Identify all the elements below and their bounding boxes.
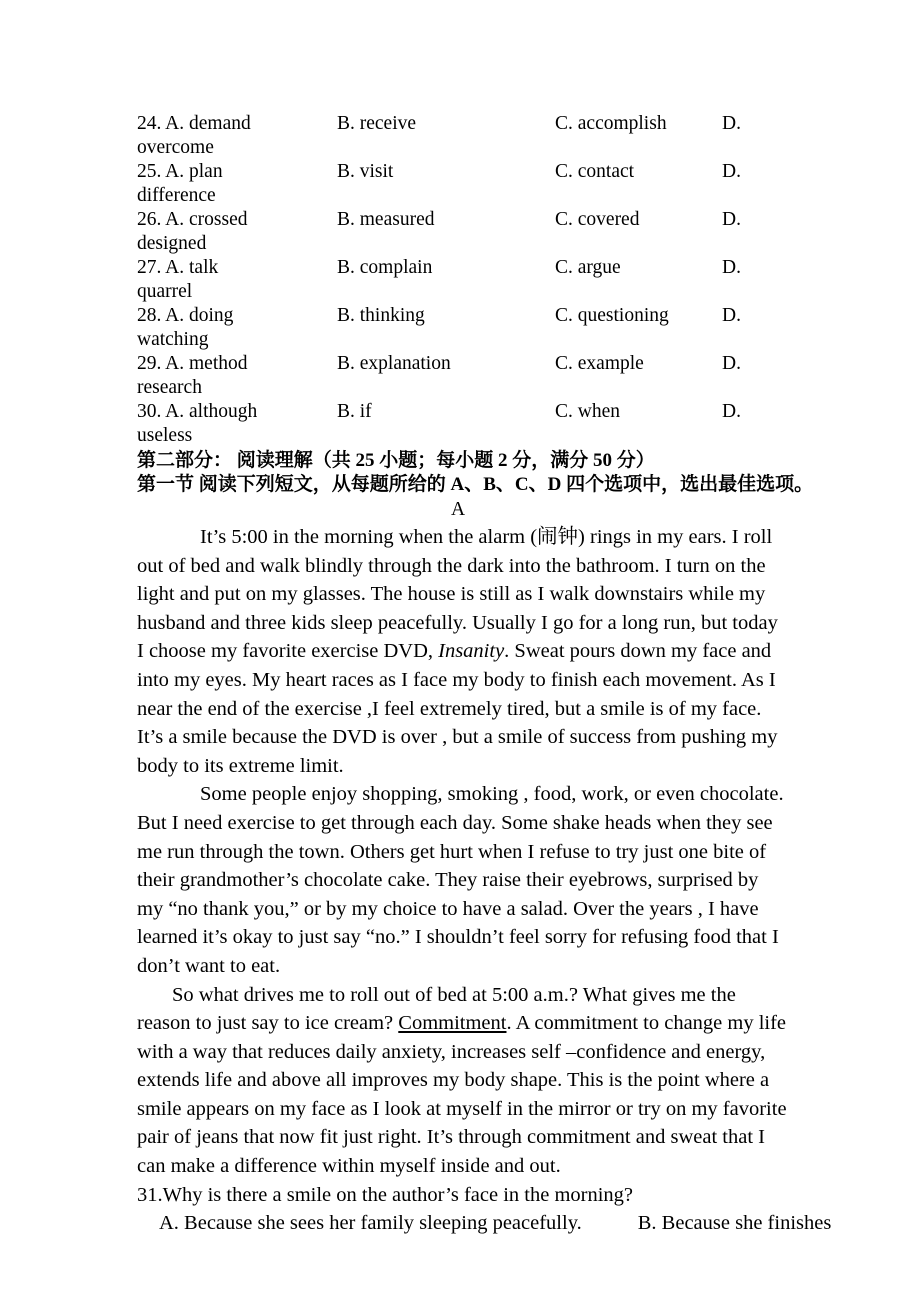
paragraph-1-text-part1: It’s 5:00 in the morning when the alarm (闹钟) rings in my ears. I roll out of bed and walk blindly through the dark into the bathroom. I turn on the light and put on my glasses. The house is still as I walk downstairs while my husband and three kids sleep peacefully. Usually I go for a long run, but today I choose my favorite exercise DVD,	[137, 526, 778, 663]
cloze-row-26	[137, 208, 787, 256]
cloze-option-c: C. questioning	[555, 305, 669, 326]
underlined-word-commitment: Commitment	[398, 1012, 507, 1035]
cloze-option-b: B. explanation	[337, 353, 451, 374]
cloze-row-27	[137, 256, 787, 304]
paragraph-3-text-part1: So what drives me to roll out of bed at 5:00 a.m.? What gives me the reason to just say to ice cream?	[137, 983, 736, 1035]
cloze-option-c: C. accomplish	[555, 113, 667, 134]
cloze-option-b: B. complain	[337, 257, 433, 278]
cloze-options-block	[137, 112, 787, 448]
cloze-option-a: 28. A. doing	[137, 305, 234, 326]
cloze-option-d: D.	[722, 401, 741, 422]
cloze-option-d-wrap: useless	[137, 425, 193, 446]
dvd-title-insanity: Insanity	[438, 640, 505, 663]
cloze-option-a: 25. A. plan	[137, 161, 223, 182]
cloze-option-b: B. if	[337, 401, 372, 422]
cloze-option-d: D.	[722, 209, 741, 230]
cloze-option-a: 27. A. talk	[137, 257, 219, 278]
cloze-option-d-wrap: difference	[137, 185, 216, 206]
question-31-option-a: A. Because she sees her family sleeping peacefully.	[159, 1212, 582, 1235]
question-31-option-b: B. Because she finishes	[637, 1212, 832, 1235]
question-31-options	[137, 1209, 832, 1238]
cloze-row-25	[137, 160, 787, 208]
passage-paragraph-2: Some people enjoy shopping, smoking , food, work, or even chocolate. But I need exercise to get through each day. Some shake heads when they see me run through the town. Others get hurt when I refuse to try just one bite of their grandmother’s chocolate cake. They raise their eyebrows, surprised by my “no thank you,” or by my choice to have a salad. Over the years , I have learned it’s okay to just say “no.” I shouldn’t feel sorry for refusing food that I don’t want to eat.	[137, 783, 784, 977]
cloze-option-d: D.	[722, 257, 741, 278]
cloze-option-d: D.	[722, 113, 741, 134]
cloze-option-d: D.	[722, 305, 741, 326]
passage-letter-a: A	[450, 499, 466, 520]
cloze-option-a: 24. A. demand	[137, 113, 251, 134]
cloze-option-d: D.	[722, 161, 741, 182]
cloze-option-d-wrap: watching	[137, 329, 209, 350]
cloze-option-a: 29. A. method	[137, 353, 248, 374]
part-two-heading: 第二部分： 阅读理解（共 25 小题；每小题 2 分，满分 50 分）	[137, 450, 655, 471]
cloze-row-29	[137, 352, 787, 400]
cloze-option-d: D.	[722, 353, 741, 374]
cloze-option-c: C. contact	[555, 161, 635, 182]
cloze-option-c: C. when	[555, 401, 620, 422]
paragraph-3-text-part2: . A commitment to change my life with a way that reduces daily anxiety, increases self –confidence and energy, extends life and above all improves my body shape. This is the point where a smile appears on my face as I look at myself in the mirror or try on my favorite pair of jeans that now fit just right. It’s through commitment and sweat that I can make a difference within myself inside and out.	[137, 1012, 787, 1178]
cloze-option-b: B. visit	[337, 161, 394, 182]
cloze-option-b: B. receive	[337, 113, 417, 134]
passage-body	[137, 523, 787, 1181]
paragraph-1-text-part2: . Sweat pours down my face and into my eyes. My heart races as I face my body to finish each movement. As I near the end of the exercise ,I feel extremely tired, but a smile is of my face. It’s a smile because the DVD is over , but a smile of success from pushing my body to its extreme limit.	[137, 640, 778, 777]
cloze-option-c: C. example	[555, 353, 644, 374]
cloze-option-c: C. argue	[555, 257, 621, 278]
question-31-block	[137, 1181, 832, 1238]
question-31-stem: 31.Why is there a smile on the author’s face in the morning?	[137, 1183, 634, 1206]
cloze-option-d-wrap: research	[137, 377, 202, 398]
cloze-option-d-wrap: designed	[137, 233, 207, 254]
cloze-option-d-wrap: quarrel	[137, 281, 193, 302]
passage-paragraph-1	[137, 523, 787, 780]
cloze-row-30	[137, 400, 787, 448]
cloze-option-a: 26. A. crossed	[137, 209, 248, 230]
cloze-row-24	[137, 112, 787, 160]
passage-paragraph-3	[137, 981, 787, 1181]
part-two-subheading: 第一节 阅读下列短文，从每题所给的 A、B、C、D 四个选项中，选出最佳选项。	[137, 473, 814, 495]
cloze-option-a: 30. A. although	[137, 401, 258, 422]
cloze-row-28	[137, 304, 787, 352]
cloze-option-b: B. measured	[337, 209, 435, 230]
cloze-option-b: B. thinking	[337, 305, 425, 326]
cloze-option-d-wrap: overcome	[137, 137, 214, 158]
cloze-option-c: C. covered	[555, 209, 640, 230]
